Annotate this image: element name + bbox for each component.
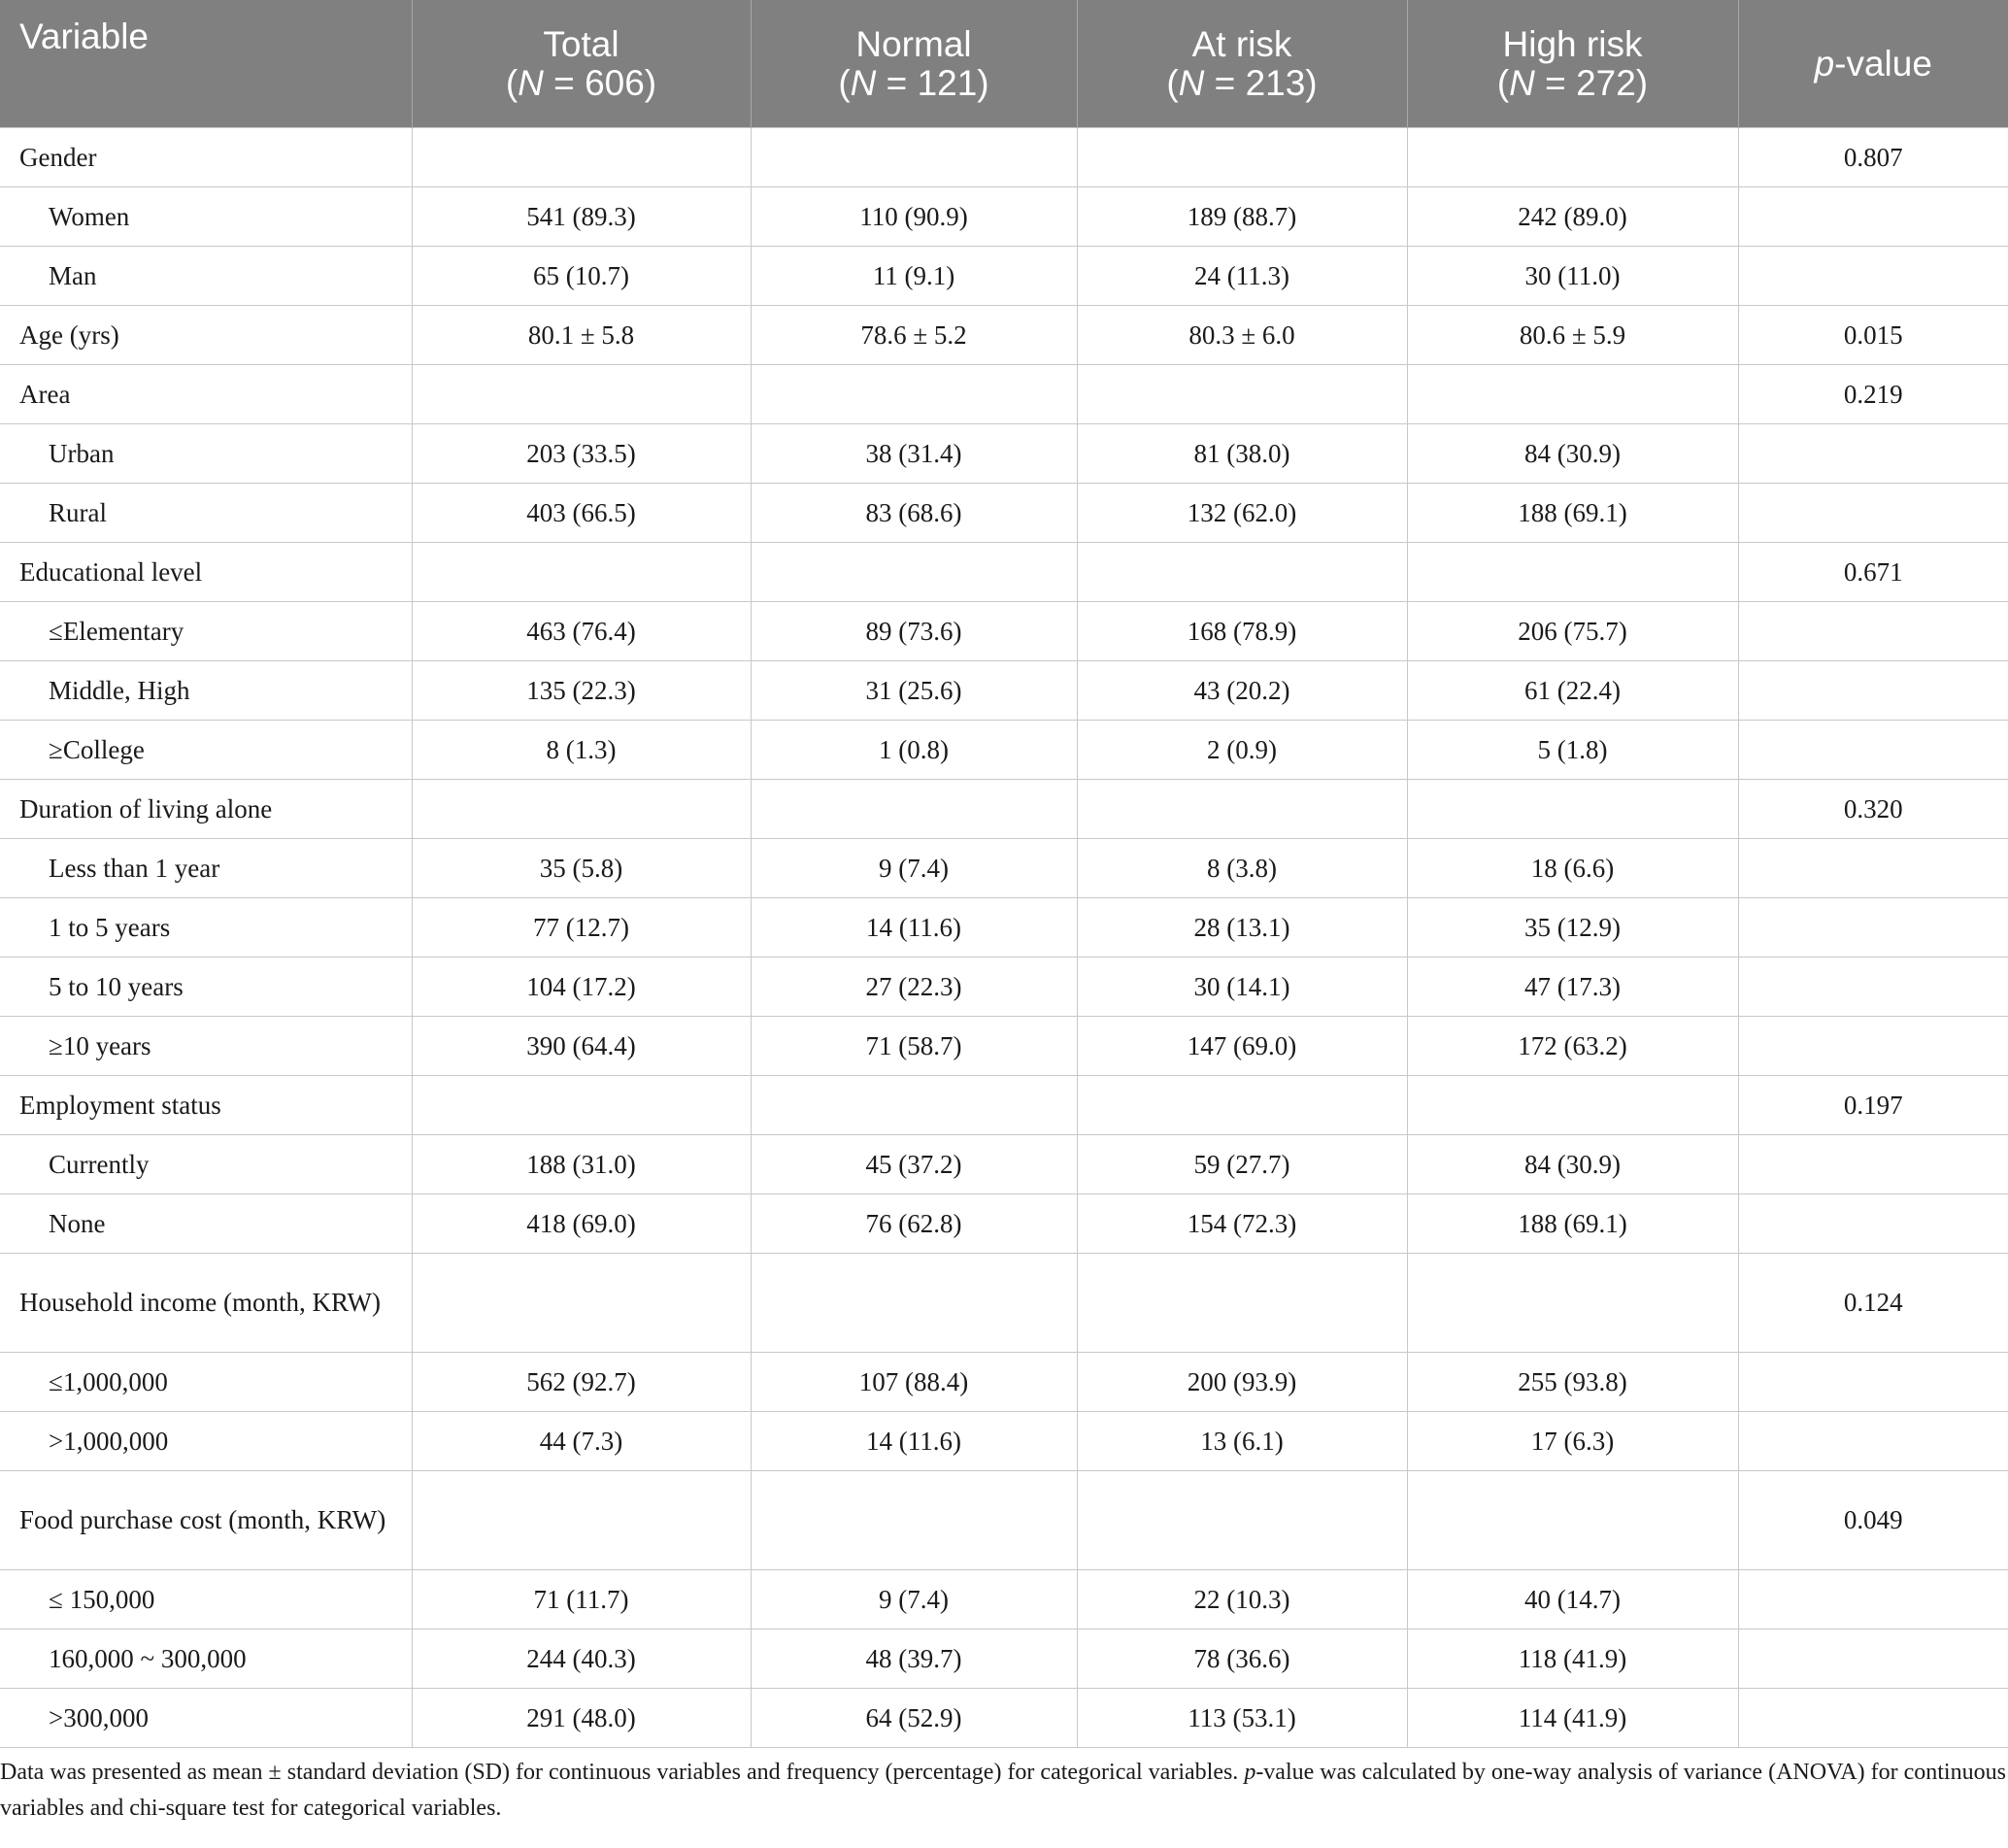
cell-p-value [1738,1630,2008,1689]
cell-at-risk: 80.3 ± 6.0 [1077,306,1407,365]
cell-high-risk: 84 (30.9) [1407,1135,1738,1194]
row-label: Less than 1 year [0,839,412,898]
cell-normal: 1 (0.8) [751,721,1077,780]
cell-at-risk: 22 (10.3) [1077,1570,1407,1630]
header-normal: Normal (N = 121) [751,0,1077,128]
table-row [0,306,2008,365]
row-label: Food purchase cost (month, KRW) [0,1471,412,1570]
cell-total [412,1471,751,1570]
cell-high-risk: 61 (22.4) [1407,661,1738,721]
row-label: Currently [0,1135,412,1194]
cell-p-value [1738,1017,2008,1076]
cell-p-value: 0.807 [1738,128,2008,187]
cell-total: 188 (31.0) [412,1135,751,1194]
row-label: Rural [0,484,412,543]
cell-at-risk: 13 (6.1) [1077,1412,1407,1471]
cell-p-value [1738,661,2008,721]
cell-p-value [1738,1194,2008,1254]
cell-p-value: 0.219 [1738,365,2008,424]
cell-p-value: 0.671 [1738,543,2008,602]
cell-p-value: 0.197 [1738,1076,2008,1135]
cell-total: 418 (69.0) [412,1194,751,1254]
cell-high-risk: 84 (30.9) [1407,424,1738,484]
table-row [0,1076,2008,1135]
table-row [0,958,2008,1017]
header-high-risk: High risk (N = 272) [1407,0,1738,128]
table-row [0,1412,2008,1471]
cell-total [412,1076,751,1135]
cell-high-risk: 40 (14.7) [1407,1570,1738,1630]
cell-total: 77 (12.7) [412,898,751,958]
cell-at-risk: 2 (0.9) [1077,721,1407,780]
row-label: Household income (month, KRW) [0,1254,412,1353]
row-label: ≥College [0,721,412,780]
row-label: 5 to 10 years [0,958,412,1017]
row-label: ≥10 years [0,1017,412,1076]
table-row [0,1135,2008,1194]
cell-high-risk: 80.6 ± 5.9 [1407,306,1738,365]
cell-at-risk: 30 (14.1) [1077,958,1407,1017]
row-label: 1 to 5 years [0,898,412,958]
cell-normal: 83 (68.6) [751,484,1077,543]
cell-high-risk: 188 (69.1) [1407,484,1738,543]
cell-at-risk: 81 (38.0) [1077,424,1407,484]
row-label: 160,000 ~ 300,000 [0,1630,412,1689]
header-total: Total (N = 606) [412,0,751,128]
cell-total: 8 (1.3) [412,721,751,780]
cell-normal: 71 (58.7) [751,1017,1077,1076]
cell-at-risk: 154 (72.3) [1077,1194,1407,1254]
table-row [0,780,2008,839]
cell-high-risk: 188 (69.1) [1407,1194,1738,1254]
cell-high-risk: 172 (63.2) [1407,1017,1738,1076]
cell-normal: 27 (22.3) [751,958,1077,1017]
table-row [0,1254,2008,1353]
row-label: None [0,1194,412,1254]
cell-high-risk: 47 (17.3) [1407,958,1738,1017]
cell-normal [751,543,1077,602]
cell-at-risk: 147 (69.0) [1077,1017,1407,1076]
cell-normal: 9 (7.4) [751,839,1077,898]
cell-total: 80.1 ± 5.8 [412,306,751,365]
cell-p-value [1738,247,2008,306]
cell-p-value [1738,721,2008,780]
table-row [0,424,2008,484]
row-label: Middle, High [0,661,412,721]
cell-p-value [1738,484,2008,543]
cell-total: 390 (64.4) [412,1017,751,1076]
cell-high-risk [1407,1254,1738,1353]
row-label: Employment status [0,1076,412,1135]
cell-normal: 78.6 ± 5.2 [751,306,1077,365]
row-label: ≤ 150,000 [0,1570,412,1630]
row-label: Man [0,247,412,306]
table-row [0,543,2008,602]
cell-at-risk [1077,1076,1407,1135]
cell-at-risk [1077,365,1407,424]
table-row [0,721,2008,780]
row-label: >1,000,000 [0,1412,412,1471]
row-label: Age (yrs) [0,306,412,365]
cell-total: 44 (7.3) [412,1412,751,1471]
cell-p-value [1738,1135,2008,1194]
cell-high-risk: 206 (75.7) [1407,602,1738,661]
cell-high-risk: 35 (12.9) [1407,898,1738,958]
table-row [0,1630,2008,1689]
cell-normal [751,128,1077,187]
cell-normal [751,1254,1077,1353]
cell-at-risk [1077,1254,1407,1353]
row-label: >300,000 [0,1689,412,1748]
table-row [0,1017,2008,1076]
cell-total: 541 (89.3) [412,187,751,247]
cell-normal [751,365,1077,424]
cell-high-risk: 242 (89.0) [1407,187,1738,247]
cell-total: 203 (33.5) [412,424,751,484]
row-label: Area [0,365,412,424]
cell-high-risk [1407,1076,1738,1135]
cell-normal: 38 (31.4) [751,424,1077,484]
row-label: ≤1,000,000 [0,1353,412,1412]
cell-high-risk [1407,780,1738,839]
cell-total [412,365,751,424]
cell-total: 244 (40.3) [412,1630,751,1689]
header-variable: Variable [0,0,412,128]
cell-p-value [1738,424,2008,484]
cell-total: 135 (22.3) [412,661,751,721]
cell-p-value [1738,898,2008,958]
table-header-row [0,0,2008,128]
cell-total: 562 (92.7) [412,1353,751,1412]
cell-total: 104 (17.2) [412,958,751,1017]
cell-p-value: 0.124 [1738,1254,2008,1353]
cell-at-risk: 132 (62.0) [1077,484,1407,543]
cell-total: 71 (11.7) [412,1570,751,1630]
cell-at-risk: 189 (88.7) [1077,187,1407,247]
table-row [0,247,2008,306]
cell-normal: 14 (11.6) [751,898,1077,958]
cell-normal: 107 (88.4) [751,1353,1077,1412]
cell-high-risk [1407,128,1738,187]
row-label: Urban [0,424,412,484]
cell-high-risk: 5 (1.8) [1407,721,1738,780]
table-row [0,1471,2008,1570]
cell-total [412,128,751,187]
cell-at-risk: 59 (27.7) [1077,1135,1407,1194]
cell-p-value [1738,958,2008,1017]
cell-total: 463 (76.4) [412,602,751,661]
table-row [0,1570,2008,1630]
table-row [0,1194,2008,1254]
cell-at-risk: 24 (11.3) [1077,247,1407,306]
cell-p-value [1738,1353,2008,1412]
cell-normal: 76 (62.8) [751,1194,1077,1254]
cell-total: 403 (66.5) [412,484,751,543]
table-row [0,839,2008,898]
cell-normal: 48 (39.7) [751,1630,1077,1689]
cell-p-value [1738,1570,2008,1630]
cell-at-risk: 28 (13.1) [1077,898,1407,958]
table-row [0,128,2008,187]
cell-p-value: 0.049 [1738,1471,2008,1570]
cell-high-risk [1407,1471,1738,1570]
cell-total: 35 (5.8) [412,839,751,898]
cell-high-risk: 30 (11.0) [1407,247,1738,306]
cell-total [412,1254,751,1353]
cell-p-value [1738,1689,2008,1748]
cell-high-risk: 114 (41.9) [1407,1689,1738,1748]
cell-at-risk: 8 (3.8) [1077,839,1407,898]
cell-normal: 14 (11.6) [751,1412,1077,1471]
cell-total [412,543,751,602]
cell-high-risk: 118 (41.9) [1407,1630,1738,1689]
header-at-risk: At risk (N = 213) [1077,0,1407,128]
cell-p-value [1738,1412,2008,1471]
table-body [0,128,2008,1748]
cell-at-risk: 200 (93.9) [1077,1353,1407,1412]
cell-normal [751,1471,1077,1570]
table-row [0,1689,2008,1748]
cell-total: 65 (10.7) [412,247,751,306]
cell-at-risk: 43 (20.2) [1077,661,1407,721]
table-row [0,484,2008,543]
cell-p-value: 0.320 [1738,780,2008,839]
table-row [0,1353,2008,1412]
cell-high-risk: 17 (6.3) [1407,1412,1738,1471]
header-p-value: p-value [1738,0,2008,128]
cell-p-value: 0.015 [1738,306,2008,365]
cell-normal [751,1076,1077,1135]
cell-normal: 45 (37.2) [751,1135,1077,1194]
cell-normal: 89 (73.6) [751,602,1077,661]
cell-at-risk [1077,128,1407,187]
cell-at-risk [1077,543,1407,602]
cell-high-risk [1407,543,1738,602]
row-label: Duration of living alone [0,780,412,839]
table-row [0,898,2008,958]
cell-p-value [1738,602,2008,661]
table-row [0,602,2008,661]
table-row [0,365,2008,424]
cell-total: 291 (48.0) [412,1689,751,1748]
row-label: Gender [0,128,412,187]
cell-high-risk: 255 (93.8) [1407,1353,1738,1412]
cell-high-risk: 18 (6.6) [1407,839,1738,898]
cell-at-risk: 78 (36.6) [1077,1630,1407,1689]
table-row [0,661,2008,721]
cell-normal: 9 (7.4) [751,1570,1077,1630]
table-row [0,187,2008,247]
cell-high-risk [1407,365,1738,424]
cell-normal: 110 (90.9) [751,187,1077,247]
cell-total [412,780,751,839]
row-label: Educational level [0,543,412,602]
cell-normal [751,780,1077,839]
row-label: ≤Elementary [0,602,412,661]
cell-p-value [1738,839,2008,898]
cell-normal: 11 (9.1) [751,247,1077,306]
cell-normal: 64 (52.9) [751,1689,1077,1748]
row-label: Women [0,187,412,247]
table-footnote: Data was presented as mean ± standard deviation (SD) for continuous variables and frequency (percentage) for categorical variables. p-value was calculated by one-way analysis of variance (ANOVA) for continuous variables and chi-square test for categorical variables. [0,1760,2006,1821]
cell-normal: 31 (25.6) [751,661,1077,721]
cell-at-risk: 113 (53.1) [1077,1689,1407,1748]
cell-at-risk: 168 (78.9) [1077,602,1407,661]
cell-at-risk [1077,1471,1407,1570]
cell-at-risk [1077,780,1407,839]
cell-p-value [1738,187,2008,247]
